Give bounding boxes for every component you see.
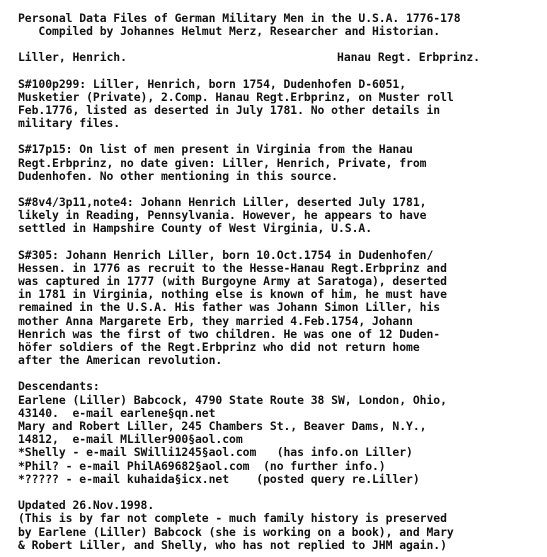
header-subtitle: Compiled by Johannes Helmut Merz, Researcher and Historian.: [18, 24, 441, 39]
entry-line: höfer soldiers of the Regt.Erbprinz who did not return home: [18, 340, 420, 355]
descendant-line: 43140. e-mail earlene§qn.net: [18, 405, 216, 420]
footer-note-line: by Earlene (Liller) Babcock (she is working on a book), and Mary: [18, 524, 454, 539]
descendant-line: Mary and Robert Liller, 245 Chambers St., Beaver Dams, N.Y.,: [18, 419, 427, 434]
entry-line: S#305: Johann Henrich Liller, born 10.Oct.1754 in Dudenhofen/: [18, 247, 434, 262]
entry-line: settled in Hampshire County of West Virginia, U.S.A.: [18, 221, 373, 236]
entry-line: likely in Reading, Pennsylvania. However, he appears to have: [18, 208, 427, 223]
entry-line: mother Anna Margarete Erb, they married 4.Feb.1754, Johann: [18, 313, 413, 328]
header-title: Personal Data Files of German Military Men in the U.S.A. 1776-178: [18, 11, 461, 25]
entry-line: S#100p299: Liller, Henrich, born 1754, Dudenhofen D-6051,: [18, 76, 407, 91]
descendant-line: 14812, e-mail MLiller900§aol.com: [18, 432, 243, 447]
entry-line: S#8v4/3p11,note4: Johann Henrich Liller, deserted July 1781,: [18, 195, 427, 210]
entry-line: Regt.Erbprinz, no date given: Liller, Henrich, Private, from: [18, 155, 427, 170]
descendant-line: *Phil? - e-mail PhilA69682§aol.com (no further info.): [18, 458, 386, 473]
entry-line: Feb.1776, listed as deserted in July 1781. No other details in: [18, 103, 441, 118]
source-entry-4: [18, 249, 540, 368]
source-entry-3: [18, 196, 540, 236]
footer-note-line: & Robert Liller, and Shelly, who has not replied to JHM again.): [18, 537, 447, 552]
footer-section: [18, 499, 540, 552]
document-page: [18, 12, 540, 552]
source-entry-2: [18, 143, 540, 183]
footer-note-line: (This is by far not complete - much family history is preserved: [18, 511, 447, 526]
descendant-line: *Shelly - e-mail SWilli1245§aol.com (has info.on Liller): [18, 445, 413, 460]
entry-line: Hessen. in 1776 as recruit to the Hesse-Hanau Regt.Erbprinz and: [18, 260, 447, 275]
entry-line: military files.: [18, 116, 121, 131]
document-header: [18, 12, 540, 38]
subject-name: Liller, Henrich.: [18, 50, 127, 65]
entry-line: was captured in 1777 (with Burgoyne Army at Saratoga), deserted: [18, 274, 447, 289]
entry-line: Henrich was the first of two children. He was one of 12 Duden-: [18, 326, 441, 341]
descendant-line: *????? - e-mail kuhaida§icx.net (posted query re.Liller): [18, 471, 420, 486]
entry-line: in 1781 in Virginia, nothing else is known of him, he must have: [18, 287, 447, 302]
descendant-line: Earlene (Liller) Babcock, 4790 State Route 38 SW, London, Ohio,: [18, 392, 447, 407]
source-entry-1: [18, 78, 540, 131]
entry-line: Musketier (Private), 2.Comp. Hanau Regt.Erbprinz, on Muster roll: [18, 89, 454, 104]
entry-line: S#17p15: On list of men present in Virginia from the Hanau: [18, 142, 413, 157]
subject-row: [18, 51, 480, 64]
entry-line: Dudenhofen. No other mentioning in this source.: [18, 168, 338, 183]
entry-line: after the American revolution.: [18, 353, 223, 368]
descendants-heading: Descendants:: [18, 379, 100, 394]
subject-regiment: Hanau Regt. Erbprinz.: [337, 50, 480, 65]
descendants-section: [18, 380, 540, 486]
updated-date: Updated 26.Nov.1998.: [18, 498, 155, 513]
entry-line: remained in the U.S.A. His father was Johann Simon Liller, his: [18, 300, 441, 315]
